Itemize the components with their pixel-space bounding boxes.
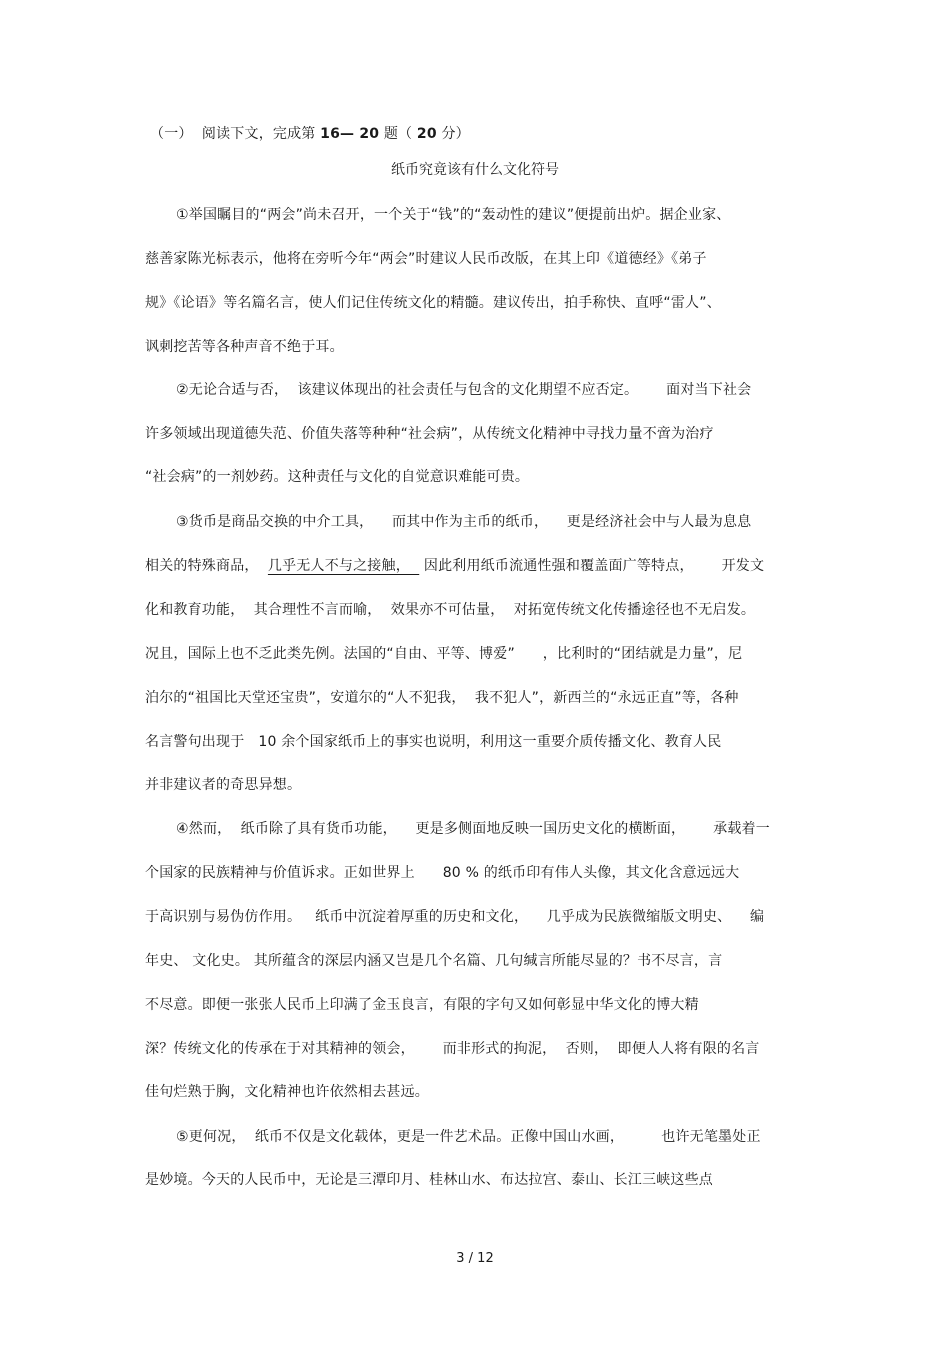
- paragraph-4-line-3: 于高识别与易伪仿作用。 纸币中沉淀着厚重的历史和文化， 几乎成为民族微缩版文明史、 编: [145, 909, 765, 925]
- paragraph-4-line-5: 不尽意。即便一张张人民币上印满了金玉良言，有限的字句又如何彰显中华文化的博大精: [145, 997, 699, 1013]
- paragraph-2-line-2: 许多领域出现道德失范、价值失落等种种“社会病”，从传统文化精神中寻找力量不啻为治疗: [145, 426, 714, 442]
- paragraph-3-line-3: 化和教育功能， 其合理性不言而喻， 效果亦不可估量， 对拓宽传统文化传播途径也不无启发。: [145, 602, 756, 618]
- paragraph-3-line-1: ③货币是商品交换的中介工具， 而其中作为主币的纸币， 更是经济社会中与人最为息息: [176, 514, 752, 530]
- paragraph-4-line-7: 佳句烂熟于胸，文化精神也许依然相去甚远。: [145, 1084, 429, 1100]
- paragraph-3-line-2: [145, 556, 764, 576]
- paragraph-3-line-4: 况且，国际上也不乏此类先例。法国的“自由、平等、博爱” ，比利时的“团结就是力量”，尼: [145, 646, 743, 662]
- paragraph-3-line-5: 泊尔的“祖国比天堂还宝贵”，安道尔的“人不犯我， 我不犯人”，新西兰的“永远正直”等，各种: [145, 690, 739, 706]
- paragraph-1-line-2: 慈善家陈光标表示，他将在旁听今年“两会”时建议人民币改版，在其上印《道德经》《弟子: [145, 251, 707, 267]
- heading-prefix: （一） 阅读下文，完成第: [150, 126, 321, 142]
- paragraph-1-line-1: ①举国瞩目的“两会”尚未召开，一个关于“钱”的“轰动性的建议”便提前出炉。据企业家、: [176, 207, 731, 223]
- paragraph-3-text-before: 相关的特殊商品，: [145, 558, 268, 574]
- paragraph-4-line-4: 年史、 文化史。 其所蕴含的深层内涵又岂是几个名篇、几句缄言所能尽显的？书不尽言，言: [145, 953, 723, 969]
- paragraph-3-text-after: 因此利用纸币流通性强和覆盖面广等特点， 开发文: [419, 558, 765, 574]
- heading-mid: 题（: [379, 126, 417, 142]
- article-title: 纸币究竟该有什么文化符号: [391, 162, 559, 178]
- underlined-phrase: 几乎无人不与之接触，: [267, 558, 420, 574]
- paragraph-5-line-2: 是妙境。今天的人民币中，无论是三潭印月、桂林山水、布达拉宫、泰山、长江三峡这些点: [145, 1172, 713, 1188]
- question-range: 16— 20: [320, 126, 380, 142]
- paragraph-1-line-4: 讽刺挖苦等各种声音不绝于耳。: [145, 339, 344, 355]
- heading-suffix: 分）: [436, 126, 470, 142]
- paragraph-1-line-3: 规》《论语》等名篇名言，使人们记住传统文化的精髓。建议传出，拍手称快、直呼“雷人”、: [145, 295, 721, 311]
- score-value: 20: [416, 126, 437, 142]
- paragraph-2-line-3: “社会病”的一剂妙药。这种责任与文化的自觉意识难能可贵。: [145, 469, 530, 485]
- paragraph-4-line-2: 个国家的民族精神与价值诉求。正如世界上 80 % 的纸币印有伟人头像，其文化含意远远大: [145, 865, 740, 881]
- paragraph-4-line-1: ④然而， 纸币除了具有货币功能， 更是多侧面地反映一国历史文化的横断面， 承载着一: [176, 821, 770, 837]
- paragraph-2-line-1: ②无论合适与否， 该建议体现出的社会责任与包含的文化期望不应否定。 面对当下社会: [176, 382, 752, 398]
- paragraph-3-line-7: 并非建议者的奇思异想。: [145, 777, 302, 793]
- page-number: 3 / 12: [456, 1251, 494, 1266]
- paragraph-5-line-1: ⑤更何况， 纸币不仅是文化载体，更是一件艺术品。正像中国山水画， 也许无笔墨处正: [176, 1129, 761, 1145]
- section-heading: [150, 124, 470, 144]
- paragraph-3-line-6: 名言警句出现于 10 余个国家纸币上的事实也说明，利用这一重要介质传播文化、教育人民: [145, 734, 722, 750]
- paragraph-4-line-6: 深？传统文化的传承在于对其精神的领会， 而非形式的拘泥， 否则， 即便人人将有限的名言: [145, 1041, 760, 1057]
